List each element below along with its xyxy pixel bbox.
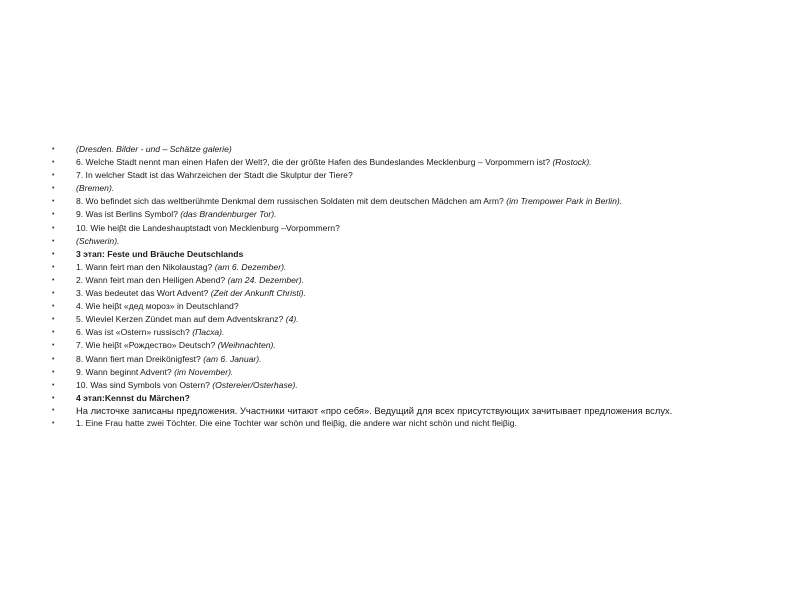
bullet-icon: • <box>52 290 55 298</box>
section-heading-item <box>52 248 752 261</box>
bullet-icon: • <box>52 329 55 337</box>
item-text: 3. Was bedeutet das Wort Advent? <box>76 288 211 299</box>
list-item <box>52 366 752 379</box>
bullet-icon: • <box>52 263 55 271</box>
list-item <box>52 222 752 235</box>
item-text: 9. Wann beginnt Advent? <box>76 366 175 377</box>
item-answer: (4). <box>285 314 299 325</box>
list-item <box>52 195 752 208</box>
bullet-icon: • <box>52 316 55 324</box>
item-answer: (Bremen). <box>76 183 115 194</box>
item-text: 10. Wie heiβt die Landeshauptstadt von Mecklenburg –Vorpommern? <box>76 222 340 233</box>
list-item <box>52 405 752 417</box>
item-text: 8. Wann fiert man Dreikönigfest? <box>76 353 204 364</box>
list-item <box>52 156 752 169</box>
list-item <box>52 339 752 352</box>
bullet-icon: • <box>52 250 55 258</box>
item-answer: (Weihnachten). <box>217 340 276 351</box>
list-item <box>52 182 752 195</box>
bullet-icon: • <box>52 172 55 180</box>
bullet-icon: • <box>52 146 55 153</box>
item-answer: (Rostock). <box>552 157 592 168</box>
bullet-icon: • <box>52 198 55 206</box>
item-text: 7. In welcher Stadt ist das Wahrzeichen der Stadt die Skulptur der Tiere? <box>76 170 353 181</box>
list-item <box>52 169 752 182</box>
list-item <box>52 143 752 156</box>
bullet-icon: • <box>52 342 55 350</box>
list-item <box>52 208 752 221</box>
item-answer: (Ostereier/Osterhase). <box>212 379 298 390</box>
item-answer: (am 6. Dezember). <box>214 261 287 272</box>
bullet-icon: • <box>52 185 55 193</box>
item-text: 7. Wie heiβt «Рождество» Deutsch? <box>76 340 218 351</box>
list-item <box>52 287 752 300</box>
quiz-bullet-list <box>52 143 752 430</box>
bullet-icon: • <box>52 159 55 167</box>
section-heading-item <box>52 392 752 405</box>
item-text: 8. Wo befindet sich das weltberühmte Denkmal dem russischen Soldaten mit dem deutschen Mädchen am Arm? <box>76 196 507 207</box>
item-answer: (am 6. Januar). <box>203 353 262 364</box>
list-item <box>52 274 752 287</box>
item-text: На листочке записаны предложения. Участники читают «про себя». Ведущий для всех присутствующих зачитывает предложения вслух. <box>76 404 673 416</box>
list-item <box>52 379 752 392</box>
item-text: 4. Wie heiβt «дед мороз» in Deutschland? <box>76 301 239 312</box>
item-answer: (Zeit der Ankunft Christi). <box>210 288 306 299</box>
section-heading: 3 этап: Feste und Bräuche Deutschlands <box>76 248 244 259</box>
list-item <box>52 313 752 326</box>
bullet-icon: • <box>52 211 55 219</box>
bullet-icon: • <box>52 368 55 376</box>
item-answer: (Dresden. Bilder - und – Schätze galerie) <box>76 144 232 154</box>
bullet-icon: • <box>52 355 55 363</box>
item-text: 2. Wann feirt man den Heiligen Abend? <box>76 274 228 285</box>
list-item <box>52 353 752 366</box>
item-text: 1. Eine Frau hatte zwei Töchter. Die eine Tochter war schön und fleiβig, die andere war nicht schön und nicht fleiβig. <box>76 418 517 429</box>
item-text: 6. Welche Stadt nennt man einen Hafen der Welt?, die der größte Hafen des Bundeslandes Mecklenburg – Vorpommern ist? <box>76 157 553 168</box>
bullet-icon: • <box>52 276 55 284</box>
list-item <box>52 300 752 313</box>
bullet-icon: • <box>52 406 55 414</box>
list-item <box>52 417 752 430</box>
item-text: 6. Was ist «Ostern» russisch? <box>76 327 193 338</box>
bullet-icon: • <box>52 420 55 428</box>
bullet-icon: • <box>52 381 55 389</box>
item-text: 5. Wieviel Kerzen Zündet man auf dem Adventskranz? <box>76 314 286 325</box>
section-heading: 4 этап:Kennst du Märchen? <box>76 392 190 403</box>
list-item <box>52 326 752 339</box>
item-text: 10. Was sind Symbols von Ostern? <box>76 379 213 390</box>
list-item <box>52 261 752 274</box>
list-item <box>52 235 752 248</box>
item-answer: (Пасха). <box>192 327 225 338</box>
item-answer: (am 24. Dezember). <box>227 274 305 285</box>
item-answer: (im Trempower Park in Berlin). <box>506 196 623 207</box>
item-text: 9. Was ist Berlins Symbol? <box>76 209 181 220</box>
bullet-icon: • <box>52 394 55 402</box>
item-answer: (das Brandenburger Tor). <box>180 209 277 220</box>
item-answer: (im November). <box>174 366 234 377</box>
bullet-icon: • <box>52 303 55 311</box>
bullet-icon: • <box>52 224 55 232</box>
item-text: 1. Wann feirt man den Nikolaustag? <box>76 261 215 272</box>
bullet-icon: • <box>52 237 55 245</box>
item-answer: (Schwerin). <box>76 235 120 246</box>
